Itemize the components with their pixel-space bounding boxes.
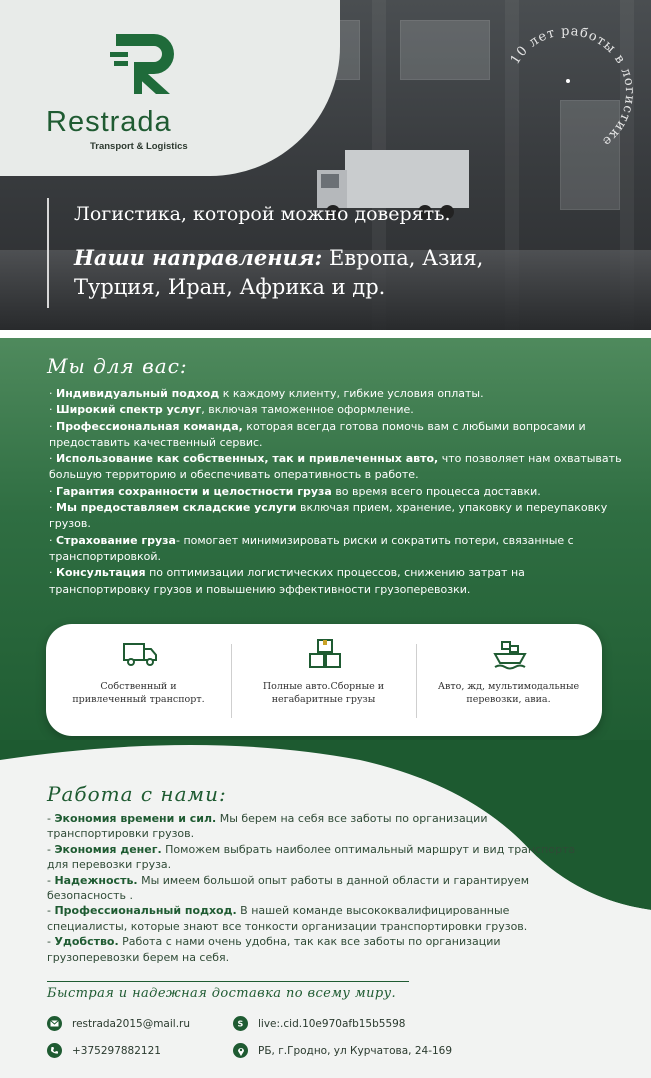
item-text: - помогает минимизировать риски и сократить потери, связанные с транспортировкой. — [49, 533, 574, 563]
item-bold: Надежность. — [54, 873, 138, 887]
email-text[interactable]: restrada2015@mail.ru — [72, 1017, 191, 1030]
item-bold: Использование как собственных, так и привлеченных авто, — [56, 452, 439, 466]
for-you-title: Мы для вас: — [47, 354, 188, 378]
ship-icon — [492, 638, 528, 670]
item-text: Мы имеем большой опыт работы в данной области и гарантируем безопасность . — [47, 873, 529, 903]
item-text: В нашей команде высококвалифицированные специалисты, которые знают все тонкости организации транспортировки грузов. — [47, 904, 528, 933]
item-bold: Удобство. — [54, 935, 119, 949]
card-text: Собственный и привлеченный транспорт. — [72, 681, 205, 705]
list-item: - Профессиональный подход. В нашей команде высококвалифицированные специалисты, которые знают все тонкости организации транспортировки грузов. — [47, 904, 528, 933]
contact-email[interactable] — [47, 1016, 190, 1031]
svg-text:S: S — [237, 1019, 244, 1028]
skype-icon — [233, 1016, 248, 1031]
footer-divider — [47, 981, 409, 982]
svg-text:10 лет работы в логистике — [508, 24, 637, 149]
item-text: Работа с нами очень удобна, так как все заботы по организации грузоперевозки берем на себя. — [47, 935, 501, 964]
footer-slogan: Быстрая и надежная доставка по всему миру. — [47, 986, 397, 1001]
hero-directions — [74, 243, 544, 302]
warehouse-window — [400, 20, 490, 80]
list-item: · Гарантия сохранности и целостности груза во время всего процесса доставки. — [49, 484, 541, 498]
item-bold: Мы предоставляем складские услуги — [56, 501, 297, 515]
item-text: которая всегда готова помочь вам с любыми вопросами и предоставить качественный сервис. — [49, 419, 586, 449]
service-card — [416, 624, 601, 736]
list-item: - Экономия денег. Поможем выбрать наиболее оптимальный маршрут и вид транспорта для перевозки груза. — [47, 842, 576, 872]
brand-tagline: Transport & Logistics — [90, 141, 188, 152]
directions-text: Европа, Азия, Турция, Иран, Африка и др. — [74, 246, 484, 299]
mail-icon — [47, 1016, 62, 1031]
item-bold: Экономия времени и сил. — [54, 812, 217, 825]
hero-accent-line — [47, 198, 49, 308]
item-text: что позволяет нам охватывать большую территорию и обеспечивать оперативность в работе. — [49, 452, 622, 482]
list-item: · Индивидуальный подход к каждому клиенту, гибкие условия оплаты. — [49, 387, 484, 400]
services-card — [46, 624, 602, 736]
work-title: Работа с нами: — [47, 782, 227, 806]
phone-text[interactable]: +375297882121 — [72, 1044, 161, 1057]
truck-icon — [122, 638, 158, 668]
phone-icon — [47, 1043, 62, 1058]
item-bold: Гарантия сохранности и целостности груза — [56, 484, 332, 498]
contact-skype[interactable] — [233, 1016, 405, 1031]
item-bold: Страхование груза — [56, 533, 176, 547]
contact-phone[interactable] — [47, 1043, 161, 1058]
restrada-logo-icon — [108, 28, 180, 96]
item-bold: Профессиональный подход. — [54, 904, 237, 918]
item-bold: Широкий спектр услуг — [56, 403, 202, 417]
list-item: · Использование как собственных, так и привлеченных авто, что позволяет нам охватывать большую территорию и обеспечивать оперативность в работе. — [49, 452, 622, 482]
card-text: Авто, жд, мультимодальные перевозки, авиа. — [437, 681, 580, 705]
item-text: во время всего процесса доставки. — [331, 484, 541, 498]
list-item: - Надежность. Мы имеем большой опыт работы в данной области и гарантируем безопасность . — [47, 873, 529, 903]
service-card — [46, 624, 231, 736]
item-text: включая прием, хранение, упаковку и переупаковку грузов. — [49, 501, 608, 531]
skype-text[interactable]: live:.cid.10e970afb15b5598 — [258, 1017, 406, 1030]
card-text: Полные авто.Сборные и негабаритные грузы — [262, 681, 385, 705]
list-item: · Широкий спектр услуг, включая таможенное оформление. — [49, 403, 414, 417]
hero-banner — [0, 0, 651, 330]
service-card — [231, 624, 416, 736]
item-bold: Консультация — [56, 566, 146, 580]
item-bold: Индивидуальный подход — [56, 387, 220, 400]
item-text: Поможем выбрать наиболее оптимальный маршрут и вид транспорта для перевозки груза. — [47, 842, 576, 872]
list-item: · Мы предоставляем складские услуги включая прием, хранение, упаковку и переупаковку грузов. — [49, 501, 608, 531]
boxes-icon — [307, 638, 343, 670]
list-item: · Консультация по оптимизации логистических процессов, снижению затрат на транспортировку грузов и повышению эффективности грузоперевозки. — [49, 566, 525, 596]
item-text: Мы берем на себя все заботы по организации транспортировки грузов. — [47, 812, 488, 841]
item-bold: Профессиональная команда, — [56, 419, 243, 433]
benefits-list — [49, 386, 629, 598]
brand-name: Restrada — [46, 106, 172, 138]
item-text: , включая таможенное оформление. — [201, 403, 414, 417]
work-list — [47, 811, 587, 965]
item-bold: Экономия денег. — [54, 842, 162, 856]
badge-text: 10 лет работы в логистике — [507, 23, 638, 150]
item-text: по оптимизации логистических процессов, снижению затрат на транспортировку грузов и повышению эффективности грузоперевозки. — [49, 566, 525, 596]
hero-tagline: Логистика, которой можно доверять. — [74, 203, 451, 225]
experience-badge — [493, 18, 643, 168]
address-text: РБ, г.Гродно, ул Курчатова, 24-169 — [258, 1044, 453, 1057]
list-item: - Удобство. Работа с нами очень удобна, так как все заботы по организации грузоперевозки берем на себя. — [47, 935, 501, 964]
location-icon — [233, 1043, 248, 1058]
list-item: - Экономия времени и сил. Мы берем на себя все заботы по организации транспортировки грузов. — [47, 812, 488, 841]
list-item: · Страхование груза- помогает минимизировать риски и сократить потери, связанные с транспортировкой. — [49, 533, 574, 563]
item-text: к каждому клиенту, гибкие условия оплаты. — [219, 387, 484, 400]
list-item: · Профессиональная команда, которая всегда готова помочь вам с любыми вопросами и предоставить качественный сервис. — [49, 419, 586, 449]
directions-label: Наши направления: — [74, 245, 323, 270]
contact-address — [233, 1043, 452, 1058]
